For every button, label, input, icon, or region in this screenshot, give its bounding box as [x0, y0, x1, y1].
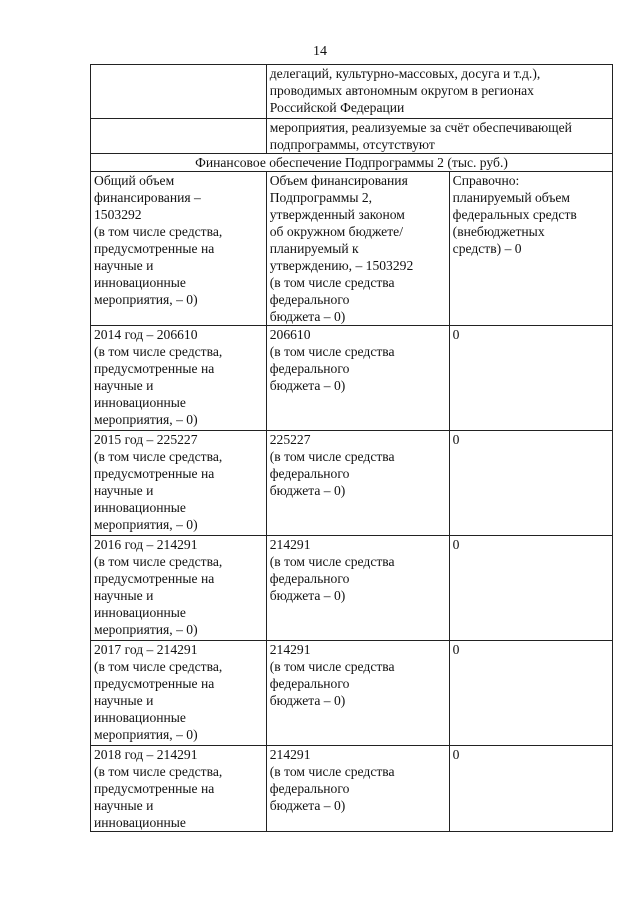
approved-financing-cell: Объем финансирования Подпрограммы 2, утвержденный законом об окружном бюджете/ планируемый к утверждению, – 1503292 (в том числе средства федерального бюджета – 0)	[266, 172, 449, 326]
year-federal-cell: 0	[449, 641, 612, 746]
table-row	[91, 746, 613, 832]
table-row	[91, 536, 613, 641]
table-row	[91, 65, 613, 119]
table-row	[91, 641, 613, 746]
supporting-subprogram-cell: мероприятия, реализуемые за счёт обеспечивающей подпрограммы, отсутствуют	[266, 119, 612, 154]
year-approved-cell: 225227 (в том числе средства федерального бюджета – 0)	[266, 431, 449, 536]
year-approved-cell: 214291 (в том числе средства федерального бюджета – 0)	[266, 536, 449, 641]
section-header: Финансовое обеспечение Подпрограммы 2 (тыс. руб.)	[91, 154, 613, 172]
empty-cell	[91, 65, 267, 119]
table-row	[91, 431, 613, 536]
financing-table	[90, 64, 613, 832]
year-total-cell: 2017 год – 214291 (в том числе средства, предусмотренные на научные и инновационные мероприятия, – 0)	[91, 641, 267, 746]
table-row	[91, 326, 613, 431]
year-total-cell: 2018 год – 214291 (в том числе средства, предусмотренные на научные и инновационные	[91, 746, 267, 832]
year-approved-cell: 214291 (в том числе средства федерального бюджета – 0)	[266, 746, 449, 832]
year-approved-cell: 206610 (в том числе средства федерального бюджета – 0)	[266, 326, 449, 431]
table-row	[91, 172, 613, 326]
year-federal-cell: 0	[449, 746, 612, 832]
page-number: 14	[313, 44, 327, 59]
year-approved-cell: 214291 (в том числе средства федерального бюджета – 0)	[266, 641, 449, 746]
total-financing-cell: Общий объем финансирования – 1503292 (в том числе средства, предусмотренные на научные и инновационные мероприятия, – 0)	[91, 172, 267, 326]
year-federal-cell: 0	[449, 431, 612, 536]
year-total-cell: 2015 год – 225227 (в том числе средства, предусмотренные на научные и инновационные мероприятия, – 0)	[91, 431, 267, 536]
empty-cell	[91, 119, 267, 154]
events-description-cell: делегаций, культурно-массовых, досуга и т.д.), проводимых автономным округом в регионах Российской Федерации	[266, 65, 612, 119]
year-total-cell: 2014 год – 206610 (в том числе средства, предусмотренные на научные и инновационные мероприятия, – 0)	[91, 326, 267, 431]
table-row	[91, 154, 613, 172]
reference-federal-cell: Справочно: планируемый объем федеральных средств (внебюджетных средств) – 0	[449, 172, 612, 326]
table-row	[91, 119, 613, 154]
year-federal-cell: 0	[449, 536, 612, 641]
year-total-cell: 2016 год – 214291 (в том числе средства, предусмотренные на научные и инновационные мероприятия, – 0)	[91, 536, 267, 641]
year-federal-cell: 0	[449, 326, 612, 431]
